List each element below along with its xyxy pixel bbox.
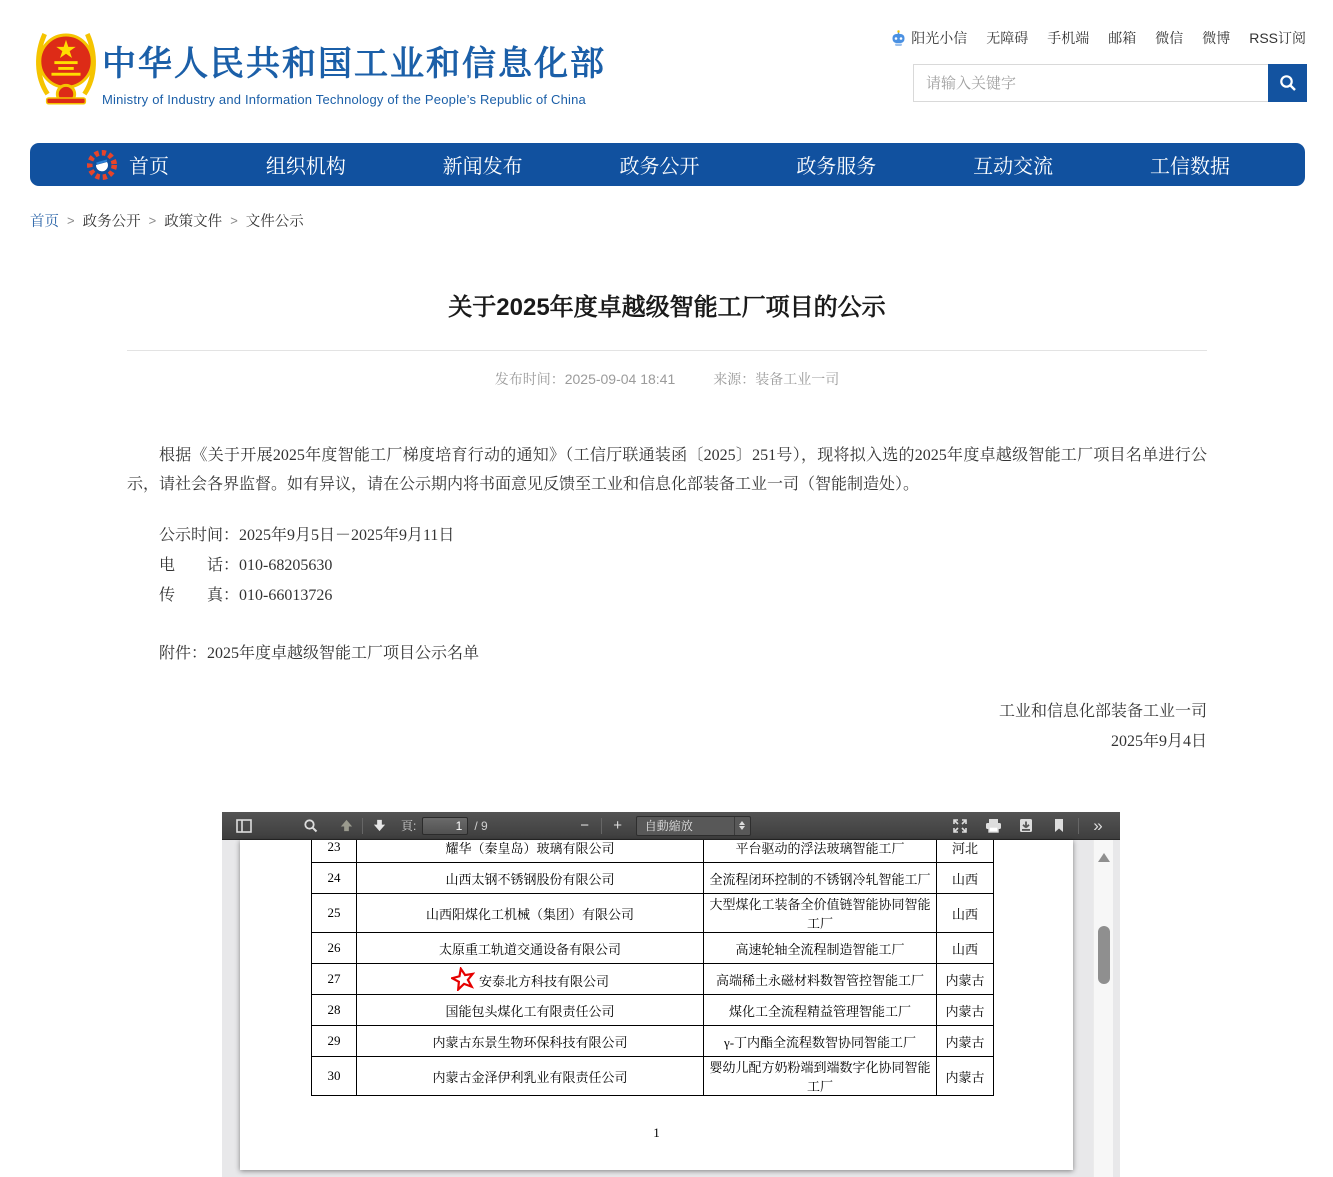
cell-project: 高速轮轴全流程制造智能工厂 (704, 933, 937, 964)
cell-no: 30 (312, 1057, 357, 1096)
link-label: RSS订阅 (1249, 30, 1306, 46)
breadcrumb-home[interactable]: 首页 (30, 214, 59, 230)
nav-interaction[interactable]: 互动交流 (973, 156, 1054, 178)
zoom-out-button[interactable]: − (580, 817, 590, 834)
table-row (312, 995, 994, 1026)
select-arrows-icon (734, 817, 750, 835)
smart-factory-table (311, 840, 994, 1096)
cell-project: 大型煤化工装备全价值链智能协同智能工厂 (704, 894, 937, 933)
sidebar-toggle-icon (236, 819, 252, 833)
link-wechat[interactable] (1155, 28, 1183, 48)
cell-company: 太原重工轨道交通设备有限公司 (357, 933, 704, 964)
table-row-starred (312, 964, 994, 995)
page-number-input[interactable] (422, 817, 468, 835)
link-label: 微博 (1202, 30, 1231, 46)
cell-project: 全流程闭环控制的不锈钢冷轧智能工厂 (704, 863, 937, 894)
table-row (312, 1026, 994, 1057)
search-icon (1278, 73, 1298, 93)
cell-company (357, 964, 704, 995)
arrow-up-icon (339, 818, 354, 833)
header-quick-links (890, 28, 1306, 48)
article-paragraph: 根据《关于开展2025年度智能工厂梯度培育行动的通知》（工信厅联通装函〔2025〕251号），现将拟入选的2025年度卓越级智能工厂项目名单进行公示，请社会各界监督。如有异议，请在公示期内将书面意见反馈至工业和信息化部装备工业一司（智能制造处）。 (127, 447, 1207, 493)
breadcrumb-separator: > (67, 213, 75, 228)
link-mobile[interactable] (1047, 28, 1089, 48)
table-row (312, 1057, 994, 1096)
toolbar-divider (1078, 818, 1079, 834)
cell-company: 山西太钢不锈钢股份有限公司 (357, 863, 704, 894)
signature-department: 工业和信息化部装备工业一司 (998, 703, 1207, 720)
nav-data[interactable]: 工信数据 (1149, 156, 1230, 178)
breadcrumb-gov-disclosure[interactable]: 政务公开 (82, 214, 141, 230)
attachment-link[interactable]: 附件：2025年度卓越级智能工厂项目公示名单 (159, 645, 480, 662)
search-icon (303, 818, 318, 833)
pdf-viewer (222, 812, 1120, 1177)
cell-province: 内蒙古 (937, 995, 994, 1026)
site-title-block (102, 36, 606, 107)
cell-company: 山西阳煤化工机械（集团）有限公司 (357, 894, 704, 933)
table-row (312, 840, 994, 863)
breadcrumb-separator: > (230, 213, 238, 228)
page-total: / 9 (474, 818, 488, 833)
site-subtitle: Ministry of Industry and Information Technology of the People’s Republic of China (102, 92, 586, 107)
nav-items (129, 150, 1230, 179)
fax-line: 传 真：010-66013726 (159, 587, 333, 604)
pdf-viewer-canvas-area (222, 840, 1120, 1177)
pdf-page-number: 1 (653, 1125, 660, 1140)
presentation-mode-button[interactable] (948, 815, 972, 837)
printer-icon (985, 818, 1002, 833)
cell-company: 国能包头煤化工有限责任公司 (357, 995, 704, 1026)
cell-no: 26 (312, 933, 357, 964)
link-label: 邮箱 (1108, 30, 1137, 46)
cell-company: 内蒙古东景生物环保科技有限公司 (357, 1026, 704, 1057)
download-button[interactable] (1014, 815, 1038, 837)
zoom-cluster (573, 815, 751, 837)
breadcrumb-current: 文件公示 (245, 214, 304, 230)
cell-province: 山西 (937, 933, 994, 964)
article-meta (127, 369, 1207, 389)
title-divider (127, 350, 1207, 351)
site-title: 中华人民共和国工业和信息化部 (102, 45, 606, 83)
source-value: 装备工业一司 (755, 371, 840, 387)
source-label: 来源： (713, 371, 756, 387)
main-navigation (30, 143, 1305, 186)
link-rss[interactable] (1249, 28, 1306, 48)
fullscreen-icon (952, 818, 968, 834)
starred-company-name: 安泰北方科技有限公司 (478, 974, 609, 989)
scroll-up-arrow-icon[interactable] (1098, 853, 1110, 862)
nav-home[interactable]: 首页 (129, 156, 169, 178)
cell-project: 婴幼儿配方奶粉端到端数字化协同智能工厂 (704, 1057, 937, 1096)
cell-no: 27 (312, 964, 357, 995)
nav-news[interactable]: 新闻发布 (442, 156, 523, 178)
page-title: 关于2025年度卓越级智能工厂项目的公示 (448, 294, 886, 321)
search-button[interactable] (1268, 64, 1307, 102)
link-label: 无障碍 (986, 30, 1029, 46)
pdf-toolbar (222, 812, 1120, 840)
link-sunshine-assistant[interactable] (890, 28, 967, 48)
breadcrumb-policy-files[interactable]: 政策文件 (164, 214, 223, 230)
site-search (913, 64, 1307, 102)
cell-company: 耀华（秦皇岛）玻璃有限公司 (357, 840, 704, 863)
toolbar-divider (362, 818, 363, 834)
bookmark-icon (1053, 818, 1065, 833)
phone-line: 电 话：010-68205630 (159, 557, 333, 574)
national-emblem-logo (35, 26, 97, 106)
print-button[interactable] (981, 815, 1005, 837)
link-weibo[interactable] (1202, 28, 1230, 48)
nav-organization[interactable]: 组织机构 (265, 156, 346, 178)
toolbar-right-cluster (948, 815, 1110, 837)
download-icon (1018, 818, 1034, 833)
zoom-mode-value: 自動縮放 (644, 819, 693, 833)
cell-province: 山西 (937, 894, 994, 933)
link-label: 阳光小信 (911, 30, 968, 46)
previous-page-button[interactable] (334, 815, 358, 837)
cell-project: γ-丁内酯全流程数智协同智能工厂 (704, 1026, 937, 1057)
toolbar-divider (601, 818, 602, 834)
zoom-mode-select[interactable] (636, 816, 751, 836)
scrollbar-thumb[interactable] (1098, 926, 1110, 984)
page-label: 頁: (401, 819, 417, 833)
sidebar-toggle-button[interactable] (232, 815, 256, 837)
cell-province: 山西 (937, 863, 994, 894)
article-body (127, 441, 1207, 757)
link-mailbox[interactable] (1108, 28, 1136, 48)
search-input[interactable] (914, 65, 1268, 101)
cell-province: 内蒙古 (937, 1026, 994, 1057)
cell-company: 内蒙古金泽伊利乳业有限责任公司 (357, 1057, 704, 1096)
find-button[interactable] (298, 815, 322, 837)
table-row (312, 894, 994, 933)
zoom-in-button[interactable]: + (613, 817, 623, 834)
cell-province: 内蒙古 (937, 1057, 994, 1096)
bookmark-button[interactable] (1047, 815, 1071, 837)
breadcrumb (30, 210, 304, 231)
publish-time-label: 发布时间： (494, 371, 565, 387)
arrow-down-icon (372, 818, 387, 833)
nav-gov-services[interactable]: 政务服务 (796, 156, 877, 178)
notice-period-line: 公示时间：2025年9月5日－2025年9月11日 (159, 527, 455, 544)
signature-date: 2025年9月4日 (1110, 733, 1207, 750)
cell-no: 29 (312, 1026, 357, 1057)
robot-icon (890, 30, 907, 47)
breadcrumb-separator: > (148, 213, 157, 228)
cell-project: 平台驱动的浮法玻璃智能工厂 (704, 840, 937, 863)
pdf-scrollbar[interactable] (1093, 840, 1113, 1177)
gear-e-logo-icon (85, 148, 119, 182)
red-star-annotation-icon (451, 967, 475, 991)
more-tools-button[interactable]: » (1093, 816, 1103, 835)
publish-time: 2025-09-04 18:41 (564, 371, 676, 387)
cell-no: 28 (312, 995, 357, 1026)
link-label: 微信 (1155, 30, 1184, 46)
cell-province: 内蒙古 (937, 964, 994, 995)
table-row (312, 863, 994, 894)
article (127, 275, 1207, 757)
cell-no: 25 (312, 894, 357, 933)
link-label: 手机端 (1047, 30, 1090, 46)
cell-project: 煤化工全流程精益管理智能工厂 (704, 995, 937, 1026)
cell-no: 23 (312, 840, 357, 863)
pdf-page (240, 840, 1073, 1170)
next-page-button[interactable] (367, 815, 391, 837)
cell-project: 高端稀土永磁材料数智管控智能工厂 (704, 964, 937, 995)
cell-province: 河北 (937, 840, 994, 863)
contact-info-block (127, 521, 1207, 611)
table-row (312, 933, 994, 964)
cell-no: 24 (312, 863, 357, 894)
link-accessibility[interactable] (986, 28, 1028, 48)
nav-gov-disclosure[interactable]: 政务公开 (619, 156, 700, 178)
